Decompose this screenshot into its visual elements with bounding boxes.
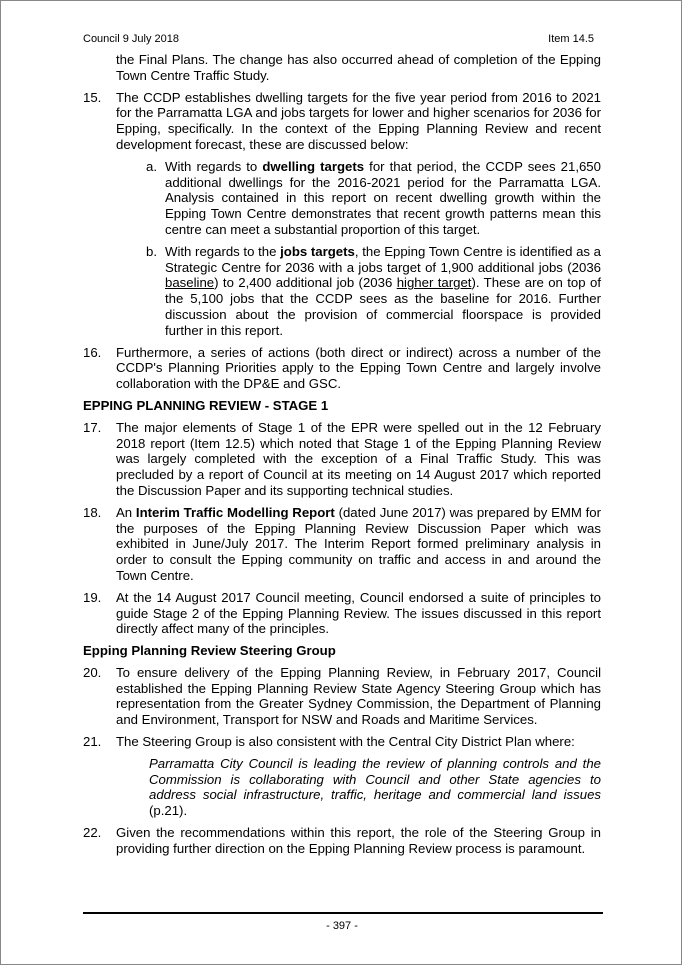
meeting-date: Council 9 July 2018 xyxy=(83,33,180,45)
text-run: ) to 2,400 additional job (2036 xyxy=(214,275,397,291)
paragraph-number: 18. xyxy=(83,504,102,520)
document-body xyxy=(83,52,601,863)
quote-reference: (p.21). xyxy=(149,803,188,819)
underlined-term: higher target xyxy=(396,275,472,291)
quote-text: Parramatta City Council is leading the review of planning controls and the Commission is collaborating with Council and other State agencies to address social infrastructure, traffic, heritage and commercial land issues xyxy=(149,755,601,803)
paragraph-text: The major elements of Stage 1 of the EPR were spelled out in the 12 February 2018 report (Item 12.5) which noted that Stage 1 of the Epping Planning Review was largely completed with the exception of a Final Traffic Study. This was precluded by a report of Council at its meeting on 14 August 2017 which reported the Discussion Paper and its supporting technical studies. xyxy=(116,419,601,498)
section-heading: EPPING PLANNING REVIEW - STAGE 1 xyxy=(83,397,329,413)
paragraph-15 xyxy=(83,90,601,153)
paragraph-text: The CCDP establishes dwelling targets for the five year period from 2016 to 2021 for the Parramatta LGA and jobs targets for lower and higher scenarios for 2036 for Epping, specifically. In the context of the Epping Planning Review and recent development forecast, these are discussed below: xyxy=(116,89,601,152)
paragraph-22 xyxy=(83,825,601,857)
paragraph-number: 17. xyxy=(83,419,102,435)
sub-item-b xyxy=(83,244,601,339)
text-run: With regards to xyxy=(165,158,263,174)
paragraph-text: The Steering Group is also consistent with the Central City District Plan where: xyxy=(116,734,575,750)
text-run: for that period, the CCDP sees 21,650 additional dwellings for the 2016-2021 period for the Parramatta LGA. Analysis contained in this report on recent dwelling growth within the Epping Town Centre demonstrates that recent growth patterns mean this centre can meet a substantial proportion of this target. xyxy=(165,158,601,237)
bold-term: Interim Traffic Modelling Report xyxy=(135,504,335,520)
paragraph-text: Furthermore, a series of actions (both direct or indirect) across a number of the CCDP's Planning Priorities apply to the Epping Town Centre and largely involve collaboration with the DP&E and GSC. xyxy=(116,344,601,392)
underlined-term: baseline xyxy=(165,275,215,291)
paragraph-18 xyxy=(83,505,601,584)
paragraph-21 xyxy=(83,734,601,750)
text-run: With regards to the xyxy=(165,243,281,259)
paragraph-text: At the 14 August 2017 Council meeting, Council endorsed a suite of principles to guide Stage 2 of the Epping Planning Review. The issues discussed in this report directly affect many of the principles. xyxy=(116,589,601,637)
paragraph-19 xyxy=(83,590,601,637)
paragraph-text: Given the recommendations within this report, the role of the Steering Group in providing further direction on the Epping Planning Review process is paramount. xyxy=(116,825,601,856)
paragraph-continued: the Final Plans. The change has also occurred ahead of completion of the Epping Town Centre Traffic Study. xyxy=(116,52,601,83)
item-number: Item 14.5 xyxy=(548,33,594,45)
paragraph-20 xyxy=(83,665,601,728)
paragraph-number: 15. xyxy=(83,89,102,105)
bold-term: jobs targets xyxy=(280,243,355,259)
text-run: (dated June 2017) was prepared by EMM for the purposes of the Epping Planning Review Discussion Paper which was exhibited in June/July 2017. The Interim Report formed preliminary analysis in order to consult the Epping community on traffic and access in and around the Town Centre. xyxy=(116,504,602,583)
paragraph-17 xyxy=(83,420,601,499)
sub-item-a xyxy=(83,159,601,238)
sub-item-letter: a. xyxy=(146,158,157,174)
paragraph-number: 22. xyxy=(83,825,102,841)
paragraph-number: 19. xyxy=(83,589,102,605)
subsection-heading: Epping Planning Review Steering Group xyxy=(83,643,336,659)
text-run: An xyxy=(116,504,136,520)
paragraph-16 xyxy=(83,345,601,392)
text-run: ). These are on top of the 5,100 jobs that the CCDP sees as the baseline for 2016. Further discussion about the provision of commercial floorspace is provided further in this report. xyxy=(165,275,601,338)
block-quote xyxy=(83,756,601,819)
footer-divider xyxy=(83,912,603,914)
text-run: , the Epping Town Centre is identified as a Strategic Centre for 2036 with a jobs target of 1,900 additional jobs (2036 xyxy=(165,243,602,275)
sub-item-letter: b. xyxy=(146,243,157,259)
page-number: - 397 - xyxy=(326,920,358,932)
paragraph-number: 20. xyxy=(83,664,102,680)
paragraph-text: To ensure delivery of the Epping Planning Review, in February 2017, Council established the Epping Planning Review State Agency Steering Group which has representation from the Greater Sydney Commission, the Department of Planning and Environment, Transport for NSW and Roads and Maritime Services. xyxy=(116,664,601,728)
bold-term: dwelling targets xyxy=(262,158,365,174)
paragraph-number: 21. xyxy=(83,734,102,750)
paragraph-number: 16. xyxy=(83,344,102,360)
